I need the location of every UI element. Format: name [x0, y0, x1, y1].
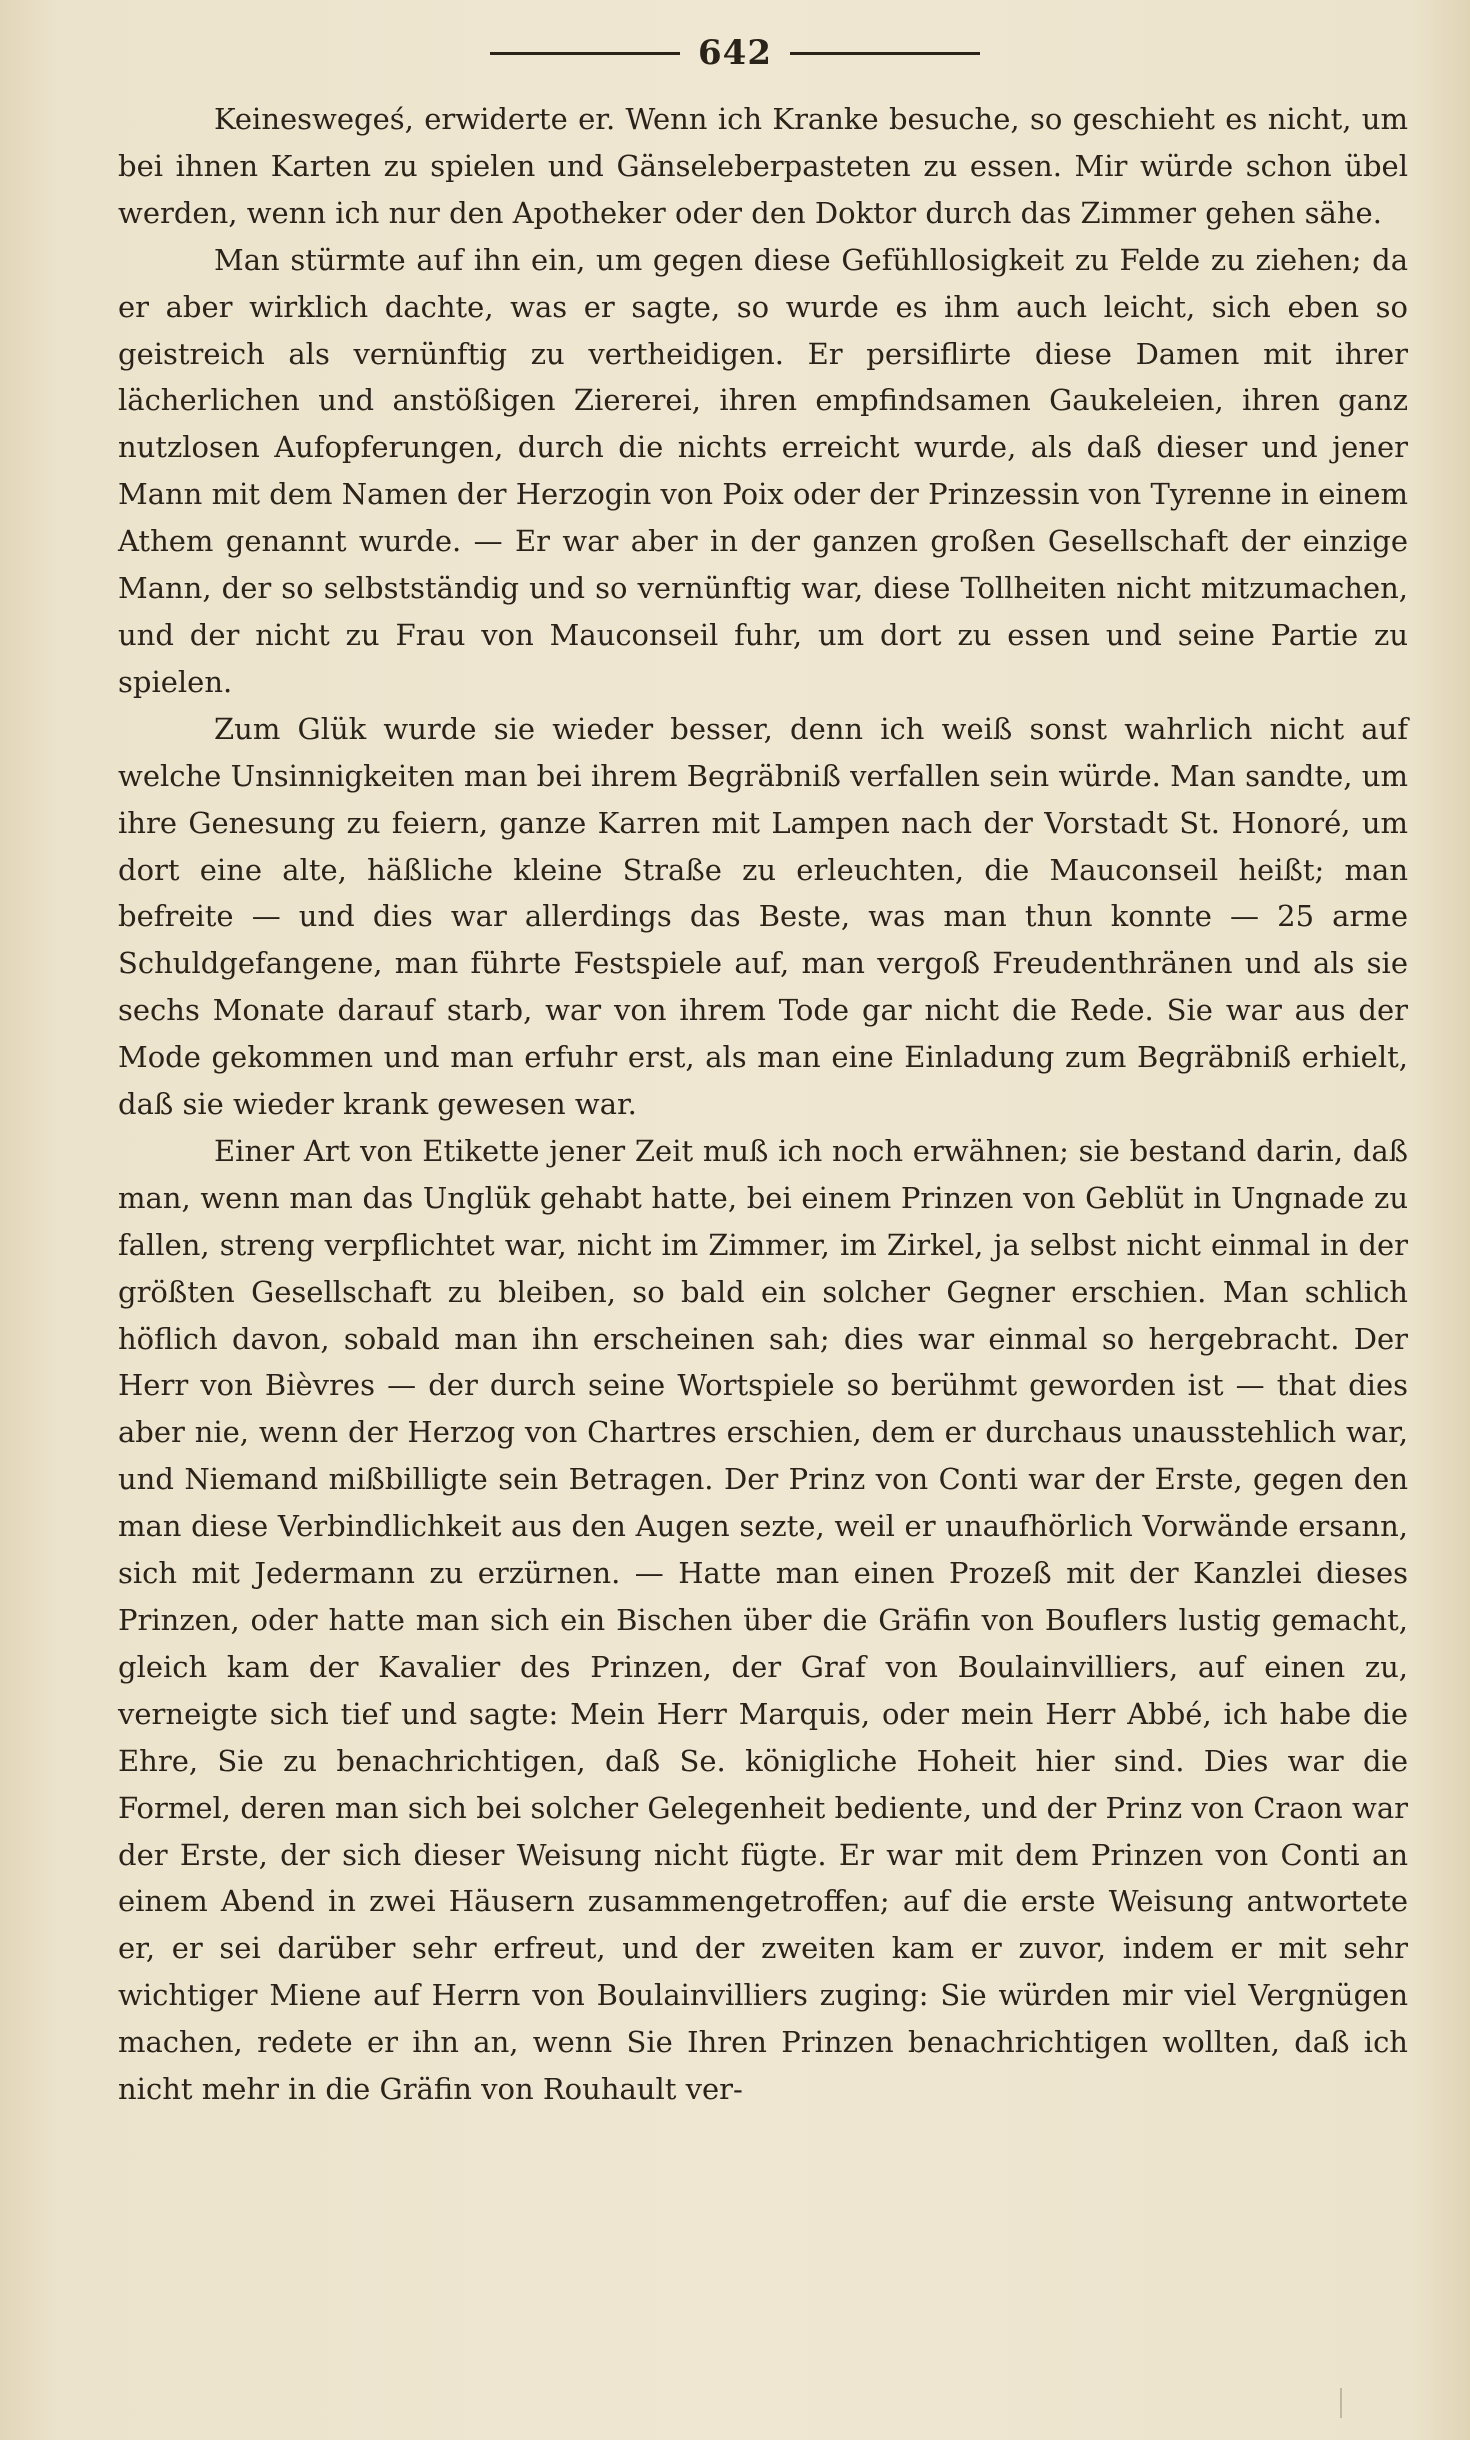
page-corner-mark — [1340, 2388, 1350, 2418]
header-rule-left — [490, 52, 680, 55]
paragraph-3: Zum Glük wurde sie wieder besser, denn ich weiß sonst wahrlich nicht auf welche Unsinnigkeiten man bei ihrem Begräbniß verfallen sein würde. Man sandte, um ihre Genesung zu feiern, ganze Karren mit Lampen nach der Vorstadt St. Honoré, um dort eine alte, häßliche kleine Straße zu erleuchten, die Mauconseil heißt; man befreite — und dies war allerdings das Beste, was man thun konnte — 25 arme Schuldgefangene, man führte Festspiele auf, man vergoß Freudenthränen und als sie sechs Monate darauf starb, war von ihrem Tode gar nicht die Rede. Sie war aus der Mode gekommen und man erfuhr erst, als man eine Einladung zum Begräbniß erhielt, daß sie wieder krank gewesen war. — [118, 711, 1408, 1122]
page-number: 642 — [698, 33, 772, 73]
page-header — [0, 30, 1470, 76]
paragraph-2: Man stürmte auf ihn ein, um gegen diese Gefühllosigkeit zu Felde zu ziehen; da er aber wirklich dachte, was er sagte, so wurde es ihm auch leicht, sich eben so geistreich als vernünftig zu vertheidigen. Er persiflirte diese Damen mit ihrer lächerlichen und anstößigen Ziererei, ihren empfindsamen Gaukeleien, ihren ganz nutzlosen Aufopferungen, durch die nichts erreicht wurde, als daß dieser und jener Mann mit dem Namen der Herzogin von Poix oder der Prinzessin von Tyrenne in einem Athem genannt wurde. — Er war aber in der ganzen großen Gesellschaft der einzige Mann, der so selbstständig und so vernünftig war, diese Tollheiten nicht mitzumachen, und der nicht zu Frau von Mauconseil fuhr, um dort zu essen und seine Partie zu spielen. — [118, 242, 1408, 699]
header-rule-right — [790, 52, 980, 55]
body-text — [118, 96, 1408, 2113]
paragraph-1: Keineswegeś, erwiderte er. Wenn ich Kranke besuche, so geschieht es nicht, um bei ihnen Karten zu spielen und Gänseleberpasteten zu essen. Mir würde schon übel werden, wenn ich nur den Apotheker oder den Doktor durch das Zimmer gehen sähe. — [118, 102, 1408, 230]
paragraph-4: Einer Art von Etikette jener Zeit muß ich noch erwähnen; sie bestand darin, daß man, wenn man das Unglük gehabt hatte, bei einem Prinzen von Geblüt in Ungnade zu fallen, streng verpflichtet war, nicht im Zimmer, im Zirkel, ja selbst nicht einmal in der größten Gesellschaft zu bleiben, so bald ein solcher Gegner erschien. Man schlich höflich davon, sobald man ihn erscheinen sah; dies war einmal so hergebracht. Der Herr von Bièvres — der durch seine Wortspiele so berühmt geworden ist — that dies aber nie, wenn der Herzog von Chartres erschien, dem er durchaus unausstehlich war, und Niemand mißbilligte sein Betragen. Der Prinz von Conti war der Erste, gegen den man diese Verbindlichkeit aus den Augen sezte, weil er unaufhörlich Vorwände ersann, sich mit Jedermann zu erzürnen. — Hatte man einen Prozeß mit der Kanzlei dieses Prinzen, oder hatte man sich ein Bischen über die Gräfin von Bouflers lustig gemacht, gleich kam der Kavalier des Prinzen, der Graf von Boulainvilliers, auf einen zu, verneigte sich tief und sagte: Mein Herr Marquis, oder mein Herr Abbé, ich habe die Ehre, Sie zu benachrichtigen, daß Se. königliche Hoheit hier sind. Dies war die Formel, deren man sich bei solcher Gelegenheit bediente, und der Prinz von Craon war der Erste, der sich dieser Weisung nicht fügte. Er war mit dem Prinzen von Conti an einem Abend in zwei Häusern zusammengetroffen; auf die erste Weisung antwortete er, er sei darüber sehr erfreut, und der zweiten kam er zuvor, indem er mit sehr wichtiger Miene auf Herrn von Boulainvilliers zuging: Sie würden mir viel Vergnügen machen, redete er ihn an, wenn Sie Ihren Prinzen benachrichtigen wollten, daß ich nicht mehr in die Gräfin von Rouhault ver- — [118, 1133, 1408, 2107]
